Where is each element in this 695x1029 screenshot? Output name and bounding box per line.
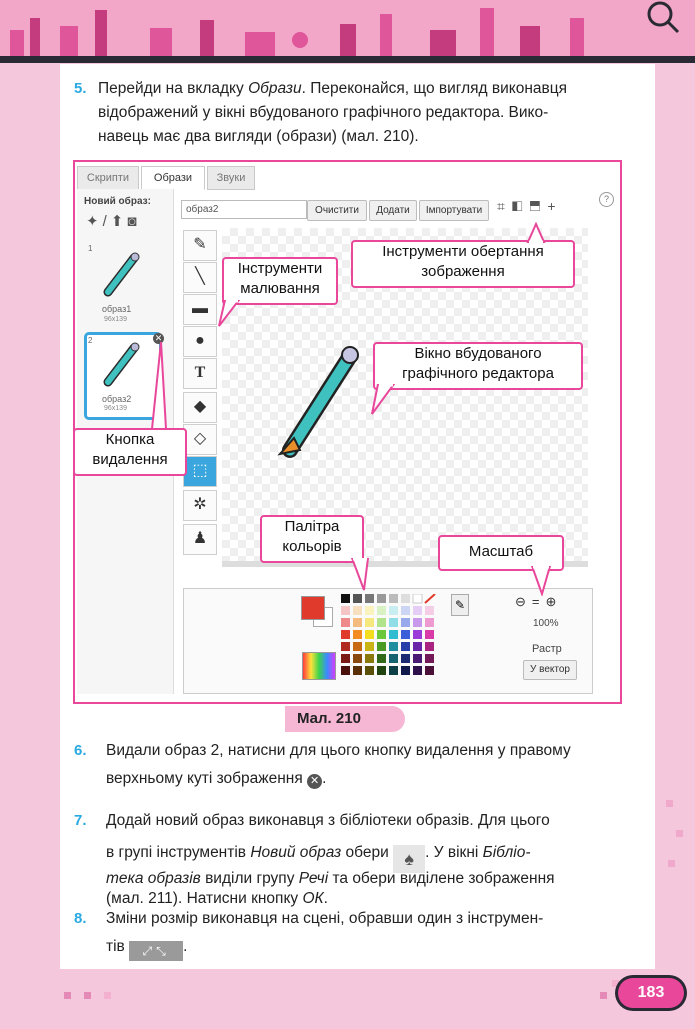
- convert-to-vector-button[interactable]: У вектор: [523, 660, 577, 680]
- step-number: 6.: [74, 742, 87, 759]
- color-palette[interactable]: [341, 594, 445, 682]
- ellipse-icon[interactable]: ●: [183, 326, 217, 357]
- set-center-icon[interactable]: +: [547, 198, 563, 214]
- paint-costume-icon[interactable]: ✦: [86, 213, 103, 230]
- decor-square: [104, 992, 111, 999]
- brush-icon[interactable]: ✎: [183, 230, 217, 261]
- step7-line2: в групі інструментів Новий образ обери ♠ . У вікні Бібліо-: [106, 840, 531, 873]
- step-number: 8.: [74, 910, 87, 927]
- callout-pointer: [217, 300, 243, 330]
- decor-square: [612, 980, 619, 987]
- clear-button[interactable]: Очистити: [307, 200, 367, 221]
- flip-horizontal-icon[interactable]: ◧: [511, 198, 530, 214]
- costume2-size: 96x139: [104, 405, 127, 412]
- step7-line4: (мал. 211). Натисни кнопку ОК.: [106, 890, 328, 907]
- select-remove-bg-icon[interactable]: ✲: [183, 490, 217, 521]
- figure-caption: Мал. 210: [285, 706, 405, 732]
- callout-pointer: [530, 566, 554, 596]
- eyedropper-icon[interactable]: ✎: [451, 594, 469, 616]
- pencil-sprite-image: [268, 342, 368, 472]
- callout-palette: Палітра кольорів: [260, 515, 364, 563]
- text-icon[interactable]: T: [183, 358, 217, 389]
- decor-square: [84, 992, 91, 999]
- bitmap-mode-label: Растр: [532, 643, 562, 655]
- tab-sounds[interactable]: Звуки: [207, 166, 255, 190]
- costume-index: 1: [88, 244, 93, 253]
- step6-line2: верхньому куті зображення ✕ .: [106, 770, 327, 787]
- page-number: 183: [618, 978, 684, 1008]
- callout-rotation-tools: Інструменти обертання зображення: [351, 240, 575, 288]
- draw-costume-icon[interactable]: /: [102, 213, 111, 230]
- costume-name-input[interactable]: [181, 200, 307, 219]
- palette-row-grays: [341, 594, 435, 603]
- step8-line1: Зміни розмір виконавця на сцені, обравши один з інструмен-: [106, 910, 544, 927]
- costume1-name: образ1: [102, 304, 132, 314]
- resize-tools-icon: ⤢⤡: [129, 941, 183, 961]
- decor-square: [64, 992, 71, 999]
- costume1-size: 96x139: [104, 316, 127, 323]
- help-icon[interactable]: ?: [599, 192, 614, 207]
- callout-delete-button: Кнопка видалення: [73, 428, 187, 476]
- step8-line2: тів ⤢⤡ .: [106, 934, 187, 961]
- city-skyline-decoration: [0, 0, 695, 62]
- callout-pointer: [525, 222, 547, 244]
- camera-icon[interactable]: ◙: [127, 213, 141, 230]
- zoom-controls: [515, 594, 562, 610]
- fill-icon[interactable]: ◆: [183, 392, 217, 423]
- zoom-reset-icon[interactable]: =: [531, 594, 546, 609]
- callout-scale: Масштаб: [438, 535, 564, 571]
- step-number: 7.: [74, 812, 87, 829]
- delete-icon: ✕: [307, 774, 322, 789]
- choose-from-library-icon: ♠: [393, 845, 425, 873]
- select-icon[interactable]: ⬚: [183, 456, 217, 487]
- callout-drawing-tools: Інструменти малювання: [222, 257, 338, 305]
- zoom-in-icon[interactable]: ⊕: [545, 594, 563, 609]
- import-button[interactable]: Імпортувати: [419, 200, 489, 221]
- costume-index: 2: [88, 336, 93, 345]
- step5-line1: Перейди на вкладку Образи. Переконайся, що вигляд виконавця: [98, 80, 568, 97]
- add-button[interactable]: Додати: [369, 200, 417, 221]
- tab-costumes[interactable]: Образи: [141, 166, 205, 190]
- decor-square: [666, 800, 673, 807]
- upload-costume-icon[interactable]: ⬆: [110, 213, 128, 230]
- new-costume-label: Новий образ:: [84, 196, 151, 207]
- callout-pointer: [368, 384, 398, 418]
- step5-line3: навець має два вигляди (образи) (мал. 210).: [98, 128, 419, 145]
- callout-pointer: [350, 558, 374, 592]
- costume1-thumbnail[interactable]: [98, 250, 142, 300]
- step7-line1: Додай новий образ виконавця з бібліотеки образів. Для цього: [106, 812, 550, 829]
- stamp-icon[interactable]: ♟: [183, 524, 217, 555]
- top-banner: [0, 0, 695, 62]
- new-costume-tools: [86, 212, 140, 230]
- decor-square: [676, 830, 683, 837]
- color-picker-gradient[interactable]: [302, 652, 336, 680]
- eraser-icon[interactable]: ◇: [183, 424, 217, 455]
- rectangle-icon[interactable]: ▬: [183, 294, 217, 325]
- step5-line2: відображений у вікні вбудованого графічного редактора. Вико-: [98, 104, 549, 121]
- step-number: 5.: [74, 80, 87, 97]
- primary-color[interactable]: [301, 596, 325, 620]
- step6-line1: Видали образ 2, натисни для цього кнопку видалення у правому: [106, 742, 571, 759]
- zoom-out-icon[interactable]: ⊖: [515, 594, 532, 609]
- callout-pointer: [150, 340, 170, 430]
- delete-icon[interactable]: ✕: [154, 333, 163, 343]
- banner-line: [0, 56, 695, 63]
- decor-square: [668, 860, 675, 867]
- costume2-name: образ2: [102, 394, 132, 404]
- callout-editor-window: Вікно вбудованого графічного редактора: [373, 342, 583, 390]
- line-icon[interactable]: ╲: [183, 262, 217, 293]
- rotation-tools: [497, 198, 563, 215]
- zoom-value: 100%: [533, 618, 559, 629]
- decor-square: [600, 992, 607, 999]
- flip-vertical-icon[interactable]: ⬒: [529, 198, 548, 214]
- costume2-thumbnail[interactable]: [98, 340, 142, 390]
- crop-icon[interactable]: ⌗: [497, 198, 512, 214]
- tab-scripts[interactable]: Скрипти: [77, 166, 139, 190]
- step7-line3: тека образів виділи групу Речі та обери виділене зображення: [106, 870, 555, 887]
